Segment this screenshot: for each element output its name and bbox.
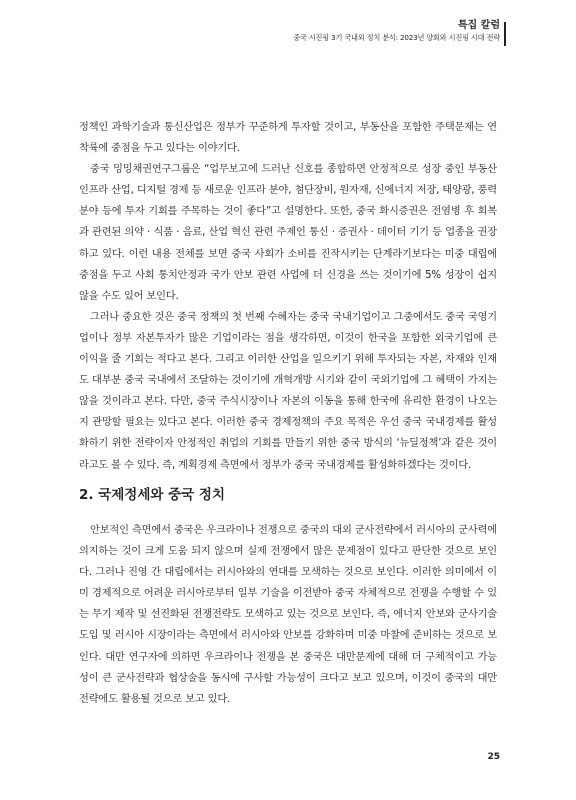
series-title: 중국 시진핑 3기 국내외 정치 분석: 2023년 양회와 시진핑 시대 전략 (293, 33, 500, 42)
running-header (293, 20, 500, 43)
section-label: 특집 칼럼 (457, 20, 500, 31)
header-divider (504, 22, 506, 46)
paragraph: 중국 밍밍채권연구그룹은 “업무보고에 드러난 신호를 종합하면 안정적으로 성장 중인 부동산 인프라 산업, 디지털 경제 등 새로운 인프라 분야, 첨단장비, 원자재, 신에너지 저장, 태양광, 풍력 분야 등에 투자 기회를 주목하는 것이 좋다”고 설명한다. 또한, 중국 화시증권은 전염병 후 회복과 관련된 의약 · 식품 · 음료, 산업 혁신 관련 주제인 통신 · 증권사 · 데이터 기기 등 업종을 권장하고 있다. 이런 내용 전체를 보면 중국 사회가 소비를 진작시키는 단계라기보다는 미중 대립에 중점을 두고 사회 통치안정과 국가 안보 관련 사업에 더 신경을 쓰는 것이기에 5% 성장이 쉽지 않을 수도 있어 보인다. (79, 164, 497, 302)
page-number: 25 (487, 752, 500, 762)
section-heading: 2. 국제정세와 중국 정치 (79, 487, 225, 503)
paragraph: 정책인 과학기술과 통신산업은 정부가 꾸준하게 투자할 것이고, 부동산을 포함한 주택문제는 연착륙에 중점을 두고 있다는 이야기다. (79, 122, 497, 155)
paragraph: 그러나 중요한 것은 중국 정책의 첫 번째 수혜자는 중국 국내기업이고 그중에서도 중국 국영기업이나 정부 자본투자가 많은 기업이라는 점을 생각하면, 이것이 한국을 포함한 외국기업에 큰 이익을 줄 기회는 적다고 본다. 그리고 이러한 산업을 일으키기 위해 투자되는 자본, 자재와 인재도 대부분 중국 국내에서 조달하는 것이기에 개혁개방 시기와 같이 국외기업에 그 혜택이 가지는 않을 것이라고 본다. 다만, 중국 주식시장이나 자본의 이동을 통해 한국에 유리한 환경이 나오는지 관망할 필요는 있다고 본다. 이러한 중국 경제정책의 주요 목적은 우선 중국 국내경제를 활성화하기 위한 전략이자 안정적인 취업의 기회를 만들기 위한 중국 방식의 ‘뉴딜정책’과 같은 것이라고도 볼 수 있다. 즉, 계획경제 측면에서 정부가 중국 국내경제를 활성화하겠다는 것이다. (79, 311, 497, 471)
body-text-bottom (79, 520, 497, 710)
body-text-top (79, 117, 497, 476)
paragraph: 안보적인 측면에서 중국은 우크라이나 전쟁으로 중국의 대외 군사전략에서 러시아의 군사력에 의지하는 것이 크게 도움 되지 않으며 실제 전쟁에서 많은 문제점이 있다고 판단한 것으로 보인다. 그러나 진영 간 대립에서는 러시아와의 연대를 모색하는 것으로 보인다. 이러한 의미에서 이미 경제적으로 어려운 러시아로부터 일부 기술을 이전받아 중국 자체적으로 전쟁을 수행할 수 있는 무기 제작 및 선진화된 전쟁전략도 모색하고 있는 것으로 보인다. 즉, 에너지 안보와 군사기술 도입 및 러시아 시장이라는 측면에서 러시아와 안보를 강화하며 미중 마찰에 준비하는 것으로 보인다. 대만 연구자에 의하면 우크라이나 전쟁을 본 중국은 대만문제에 대해 더 구체적이고 가능성이 큰 군사전략과 협상술을 동시에 구사할 가능성이 크다고 보고 있으며, 이것이 중국의 대만전략에도 활용될 것으로 보고 있다. (79, 525, 497, 705)
